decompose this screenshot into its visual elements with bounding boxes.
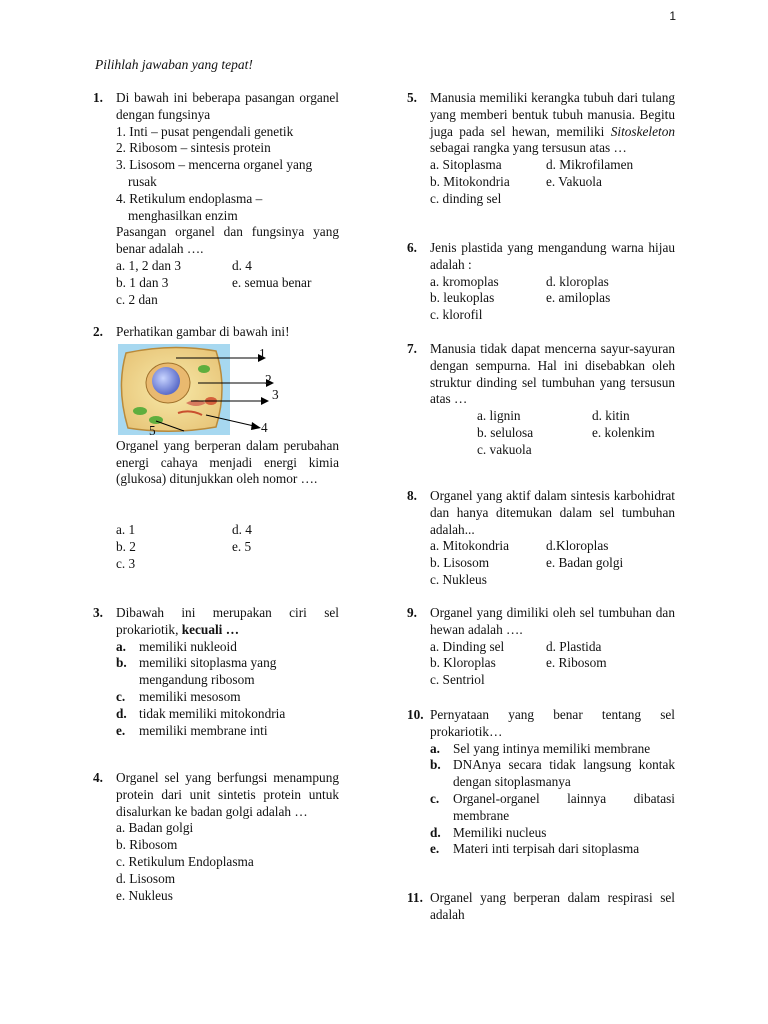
option-b[interactable]: b. Lisosom xyxy=(430,555,490,571)
option-a[interactable]: a. memiliki nukleoid xyxy=(116,638,237,654)
instruction: Pilihlah jawaban yang tepat! xyxy=(95,57,253,72)
answer-options xyxy=(430,741,675,859)
option-d[interactable]: d. Mikrofilamen xyxy=(546,157,634,173)
question-8 xyxy=(407,488,675,589)
answer-options xyxy=(430,639,675,689)
answer-options xyxy=(430,408,675,458)
option-c[interactable]: c. klorofil xyxy=(430,307,483,323)
option-a[interactable]: a. 1, 2 dan 3 xyxy=(116,257,181,273)
option-c[interactable]: c. 2 dan xyxy=(116,291,158,307)
option-c[interactable]: c. 3 xyxy=(116,555,136,571)
option-d[interactable]: d. Memiliki nucleus xyxy=(430,824,547,840)
question-text: Manusia tidak dapat mencerna sayur-sayuran dengan sempurna. Hal ini disebabkan oleh struktur dinding sel tumbuhan yang tersusun atas … xyxy=(430,341,675,407)
option-c[interactable]: c. Retikulum Endoplasma xyxy=(116,853,254,869)
question-stem: Organel yang berperan dalam perubahan energi cahaya menjadi energi kimia (glukosa) ditunjukkan oleh nomor …. xyxy=(116,437,339,487)
option-c[interactable]: c. Nukleus xyxy=(430,571,487,587)
option-d[interactable]: d.Kloroplas xyxy=(546,538,609,554)
figure-label-1: 1 xyxy=(259,345,266,361)
option-e[interactable]: e. Ribosom xyxy=(546,655,607,671)
question-number: 2. xyxy=(93,324,103,339)
question-number: 6. xyxy=(407,240,417,255)
option-c[interactable]: c. Sentriol xyxy=(430,672,485,688)
pair-item: 2. Ribosom – sintesis protein xyxy=(116,140,271,156)
option-b[interactable]: b. DNAnya secara tidak langsung kontak dengan sitoplasmanya xyxy=(430,757,675,790)
figure-label-2: 2 xyxy=(265,371,272,387)
answer-options xyxy=(116,522,339,572)
question-number: 11. xyxy=(407,890,423,905)
option-d[interactable]: d. tidak memiliki mitokondria xyxy=(116,705,286,721)
option-c[interactable]: c. vakuola xyxy=(477,441,532,457)
option-e[interactable]: e. semua benar xyxy=(232,274,312,290)
pair-item: 1. Inti – pusat pengendali genetik xyxy=(116,123,294,139)
pair-item: 4. Retikulum endoplasma – xyxy=(116,190,263,206)
answer-options xyxy=(430,538,675,588)
keyword-except: kecuali … xyxy=(181,621,239,637)
option-b[interactable]: b. selulosa xyxy=(477,424,534,440)
option-a[interactable]: a. Dinding sel xyxy=(430,638,505,654)
figure-label-3: 3 xyxy=(272,386,279,402)
answer-options xyxy=(116,258,339,308)
question-number: 5. xyxy=(407,90,417,105)
option-d[interactable]: d. 4 xyxy=(232,522,252,538)
question-text: Organel yang aktif dalam sintesis karbohidrat dan hanya ditemukan dalam sel tumbuhan adalah... xyxy=(430,488,675,537)
question-2 xyxy=(93,324,339,573)
question-6 xyxy=(407,240,675,324)
option-a[interactable]: a. Mitokondria xyxy=(430,538,510,554)
cell-figure xyxy=(116,343,291,436)
answer-options xyxy=(430,274,675,324)
option-a[interactable]: a. Sitoplasma xyxy=(430,157,502,173)
option-e[interactable]: e. amiloplas xyxy=(546,290,611,306)
question-4 xyxy=(93,770,339,904)
question-9 xyxy=(407,605,675,689)
question-3 xyxy=(93,605,339,739)
question-10 xyxy=(407,707,675,858)
option-e[interactable]: e. memiliki membrane inti xyxy=(116,722,268,738)
option-b[interactable]: b. 1 dan 3 xyxy=(116,274,169,290)
option-e[interactable]: e. Badan golgi xyxy=(546,555,624,571)
question-text: Di bawah ini beberapa pasangan organel dengan fungsinya xyxy=(116,90,339,122)
option-b[interactable]: b. 2 xyxy=(116,538,136,554)
question-text: Jenis plastida yang mengandung warna hijau adalah : xyxy=(430,240,675,272)
option-e[interactable]: e. kolenkim xyxy=(592,424,655,440)
question-1 xyxy=(93,90,339,308)
question-number: 1. xyxy=(93,90,103,105)
question-text: Organel yang dimiliki oleh sel tumbuhan dan hewan adalah …. xyxy=(430,605,675,637)
question-number: 9. xyxy=(407,605,417,620)
question-text: Organel sel yang berfungsi menampung protein dari unit sintetis protein untuk disalurkan ke badan golgi adalah … xyxy=(116,770,339,819)
answer-options xyxy=(116,820,339,904)
option-b[interactable]: b. memiliki sitoplasma yang mengandung ribosom xyxy=(116,655,277,688)
question-text: Manusia memiliki kerangka tubuh dari tulang yang memberi bentuk tubuh manusia. Begitu juga pada sel hewan, memiliki Sitoskeleton sebagai rangka yang tersusun atas … xyxy=(430,90,675,156)
option-b[interactable]: b. Kloroplas xyxy=(430,655,496,671)
figure-label-5: 5 xyxy=(149,422,156,438)
question-stem: Pasangan organel dan fungsinya yang benar adalah …. xyxy=(116,224,339,257)
option-a[interactable]: a. Sel yang intinya memiliki membrane xyxy=(430,740,651,756)
question-number: 7. xyxy=(407,341,417,356)
option-a[interactable]: a. 1 xyxy=(116,522,136,538)
option-e[interactable]: e. 5 xyxy=(232,538,252,554)
option-b[interactable]: b. leukoplas xyxy=(430,290,495,306)
figure-label-4: 4 xyxy=(261,419,268,435)
question-text: Pernyataan yang benar tentang sel prokariotik… xyxy=(430,707,675,739)
question-number: 10. xyxy=(407,707,424,722)
option-d[interactable]: d. Lisosom xyxy=(116,870,176,886)
question-text: Perhatikan gambar di bawah ini! xyxy=(116,324,290,339)
term-sitoskeleton: Sitoskeleton xyxy=(610,123,675,139)
option-d[interactable]: d. 4 xyxy=(232,257,252,273)
option-c[interactable]: c. memiliki mesosom xyxy=(116,688,241,704)
option-a[interactable]: a. kromoplas xyxy=(430,273,499,289)
option-c[interactable]: c. dinding sel xyxy=(430,190,502,206)
option-d[interactable]: d. kitin xyxy=(592,408,630,424)
pair-list xyxy=(116,124,339,225)
question-7 xyxy=(407,341,675,459)
question-number: 3. xyxy=(93,605,103,620)
pair-item-cont: rusak xyxy=(128,173,157,189)
question-number: 4. xyxy=(93,770,103,785)
option-e[interactable]: e. Materi inti terpisah dari sitoplasma xyxy=(430,841,640,857)
option-e[interactable]: e. Vakuola xyxy=(546,173,602,189)
question-text: Dibawah ini merupakan ciri sel prokariotik, kecuali … xyxy=(116,605,339,637)
pair-item: 3. Lisosom – mencerna organel yang xyxy=(116,157,313,173)
question-11 xyxy=(407,890,675,924)
question-number: 8. xyxy=(407,488,417,503)
option-b[interactable]: b. Mitokondria xyxy=(430,173,510,189)
answer-options xyxy=(116,639,339,740)
question-text: Organel yang berperan dalam respirasi sel adalah xyxy=(430,890,675,922)
option-d[interactable]: d. kloroplas xyxy=(546,273,609,289)
question-5 xyxy=(407,90,675,208)
pair-item-cont: menghasilkan enzim xyxy=(128,207,238,223)
option-c[interactable]: c. Organel-organel lainnya dibatasi membrane xyxy=(430,790,675,823)
option-a[interactable]: a. lignin xyxy=(477,408,521,424)
option-a[interactable]: a. Badan golgi xyxy=(116,820,194,836)
option-d[interactable]: d. Plastida xyxy=(546,638,602,654)
answer-options xyxy=(430,157,675,207)
page-number: 1 xyxy=(669,9,676,23)
option-e[interactable]: e. Nukleus xyxy=(116,887,173,903)
option-b[interactable]: b. Ribosom xyxy=(116,837,178,853)
